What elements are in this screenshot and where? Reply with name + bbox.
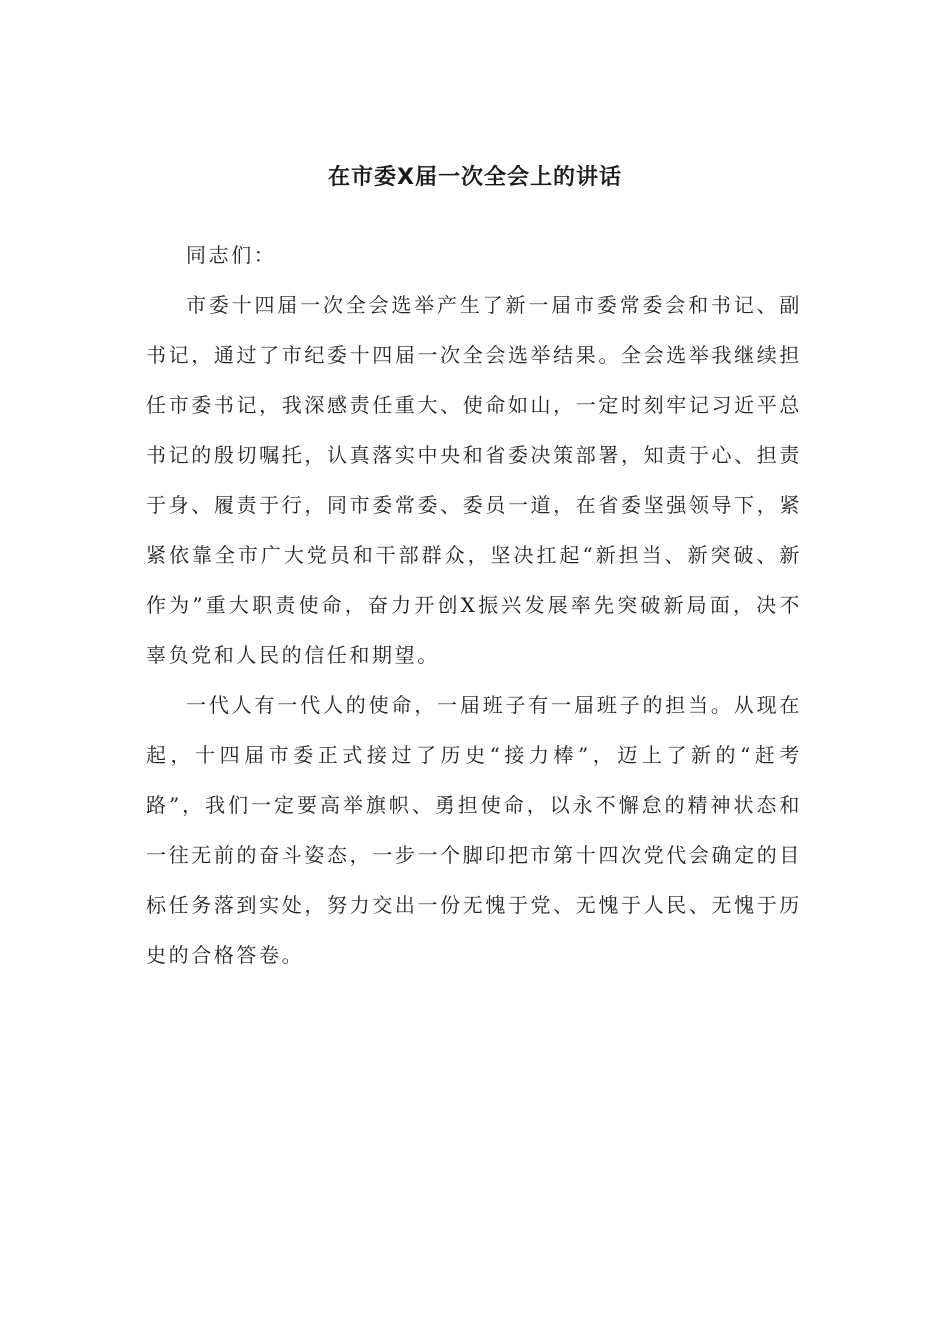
document-body — [146, 230, 802, 980]
salutation: 同志们： — [186, 243, 277, 267]
paragraph-1: 市委十四届一次全会选举产生了新一届市委常委会和书记、副书记，通过了市纪委十四届一次全会选举结果。全会选举我继续担任市委书记，我深感责任重大、使命如山，一定时刻牢记习近平总书记的殷切嘱托，认真落实中央和省委决策部署，知责于心、担责于身、履责于行，同市委常委、委员一道，在省委坚强领导下，紧紧依靠全市广大党员和干部群众，坚决扛起“新担当、新突破、新作为”重大职责使命，奋力开创X振兴发展率先突破新局面，决不辜负党和人民的信任和期望。 — [146, 293, 802, 667]
paragraph-2: 一代人有一代人的使命，一届班子有一届班子的担当。从现在起，十四届市委正式接过了历史“接力棒”，迈上了新的“赶考路”，我们一定要高举旗帜、勇担使命，以永不懈怠的精神状态和一往无前的奋斗姿态，一步一个脚印把市第十四次党代会确定的目标任务落到实处，努力交出一份无愧于党、无愧于人民、无愧于历史的合格答卷。 — [146, 693, 802, 967]
document-title: 在市委X届一次全会上的讲话 — [328, 165, 622, 190]
